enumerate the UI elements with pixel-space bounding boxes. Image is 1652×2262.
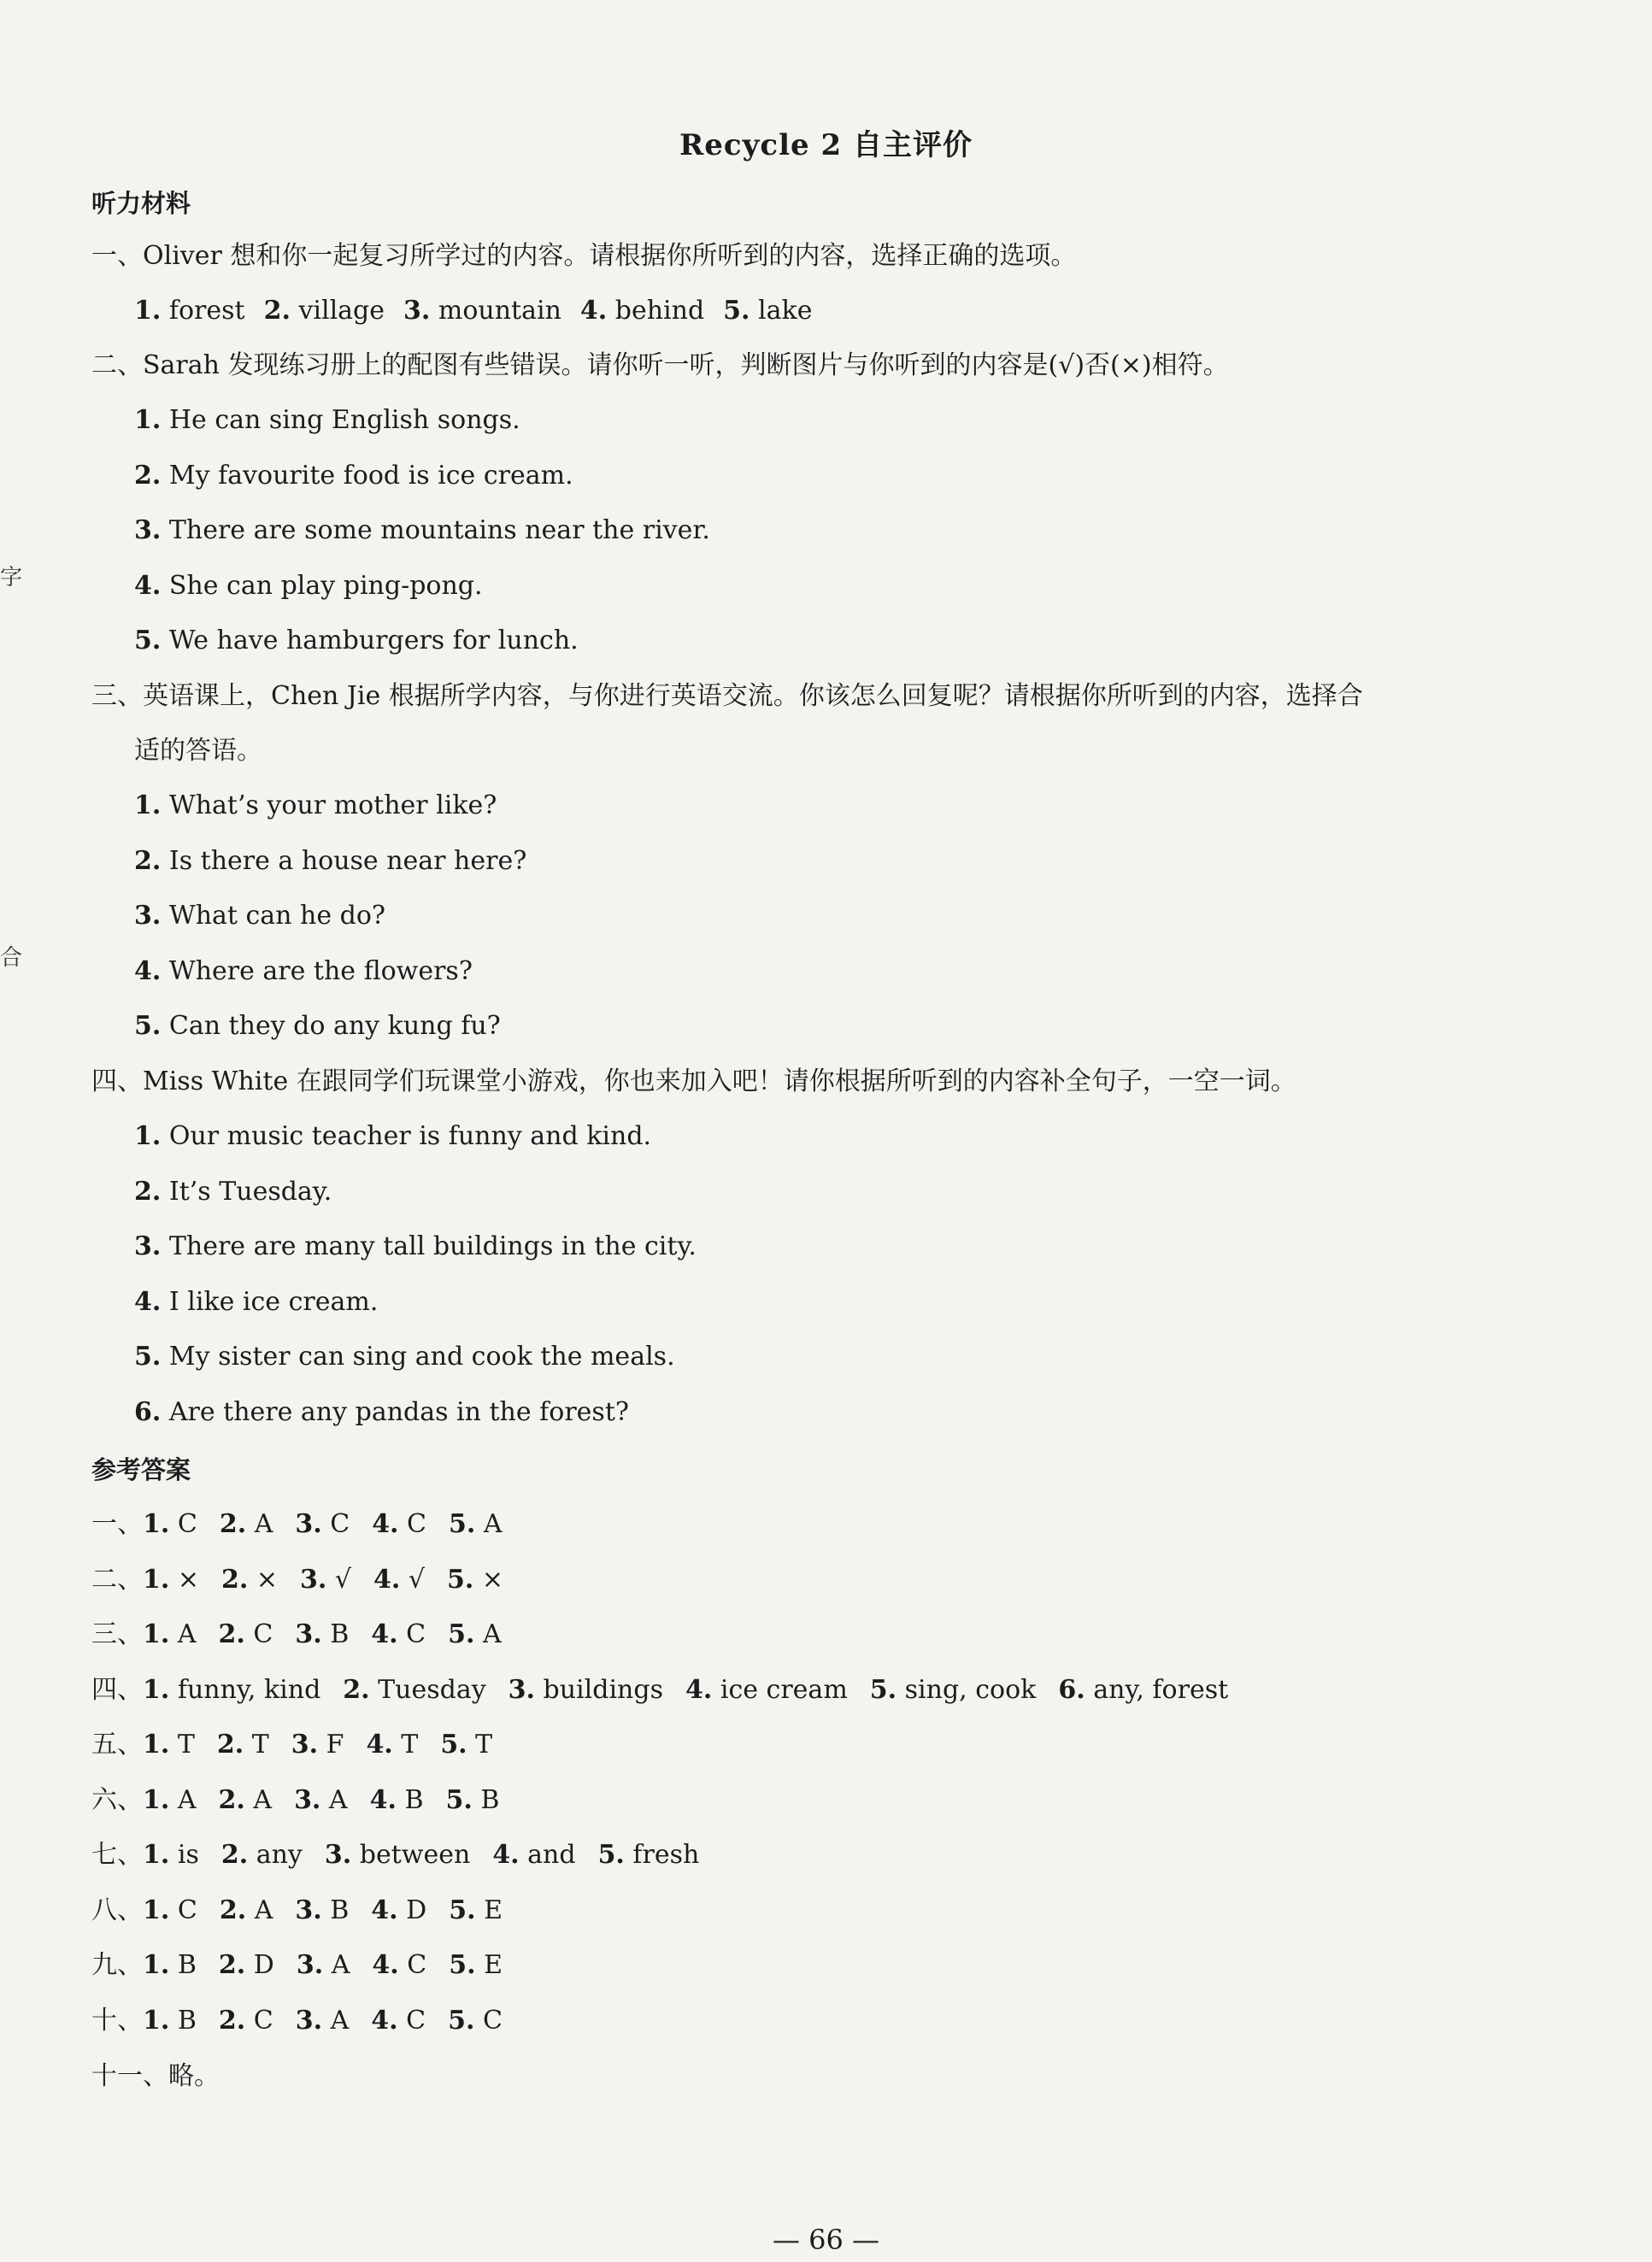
item-text: A	[246, 1509, 273, 1539]
item-text: E	[475, 1950, 503, 1980]
item-text: forest	[161, 296, 245, 326]
item-number: 5.	[134, 1342, 162, 1372]
item-text: C	[397, 1619, 426, 1649]
sentence	[134, 1231, 697, 1261]
item-number: 3.	[295, 1619, 322, 1649]
item-text: lake	[750, 296, 813, 326]
answer-item	[300, 1565, 351, 1595]
answer-item	[449, 1509, 503, 1539]
answer-item	[143, 1840, 199, 1870]
sentence	[134, 405, 520, 435]
item-text: A	[323, 1950, 350, 1980]
item-number: 2.	[218, 1950, 246, 1980]
item-number: 1.	[143, 1784, 170, 1815]
sentence	[134, 1177, 332, 1207]
answer-item	[448, 2006, 503, 2036]
question-item	[134, 955, 473, 989]
answer-item	[492, 1840, 575, 1870]
answer-item	[295, 1895, 349, 1925]
item-number: 2.	[218, 1784, 245, 1815]
item-number: 5.	[449, 1895, 476, 1925]
word-item	[264, 296, 385, 326]
item-text: √	[400, 1564, 425, 1595]
question-item	[134, 1340, 675, 1374]
item-number: 1.	[143, 2005, 170, 2036]
item-number: 1.	[143, 1674, 170, 1705]
item-number: 4.	[371, 1619, 398, 1649]
item-number: 2.	[216, 1730, 244, 1760]
item-text: ×	[169, 1564, 200, 1595]
item-number: 4.	[366, 1730, 393, 1760]
item-number: 3.	[294, 1784, 321, 1815]
question-item	[134, 624, 579, 658]
answer-item	[143, 1730, 195, 1760]
answers-heading: 参考答案	[91, 1455, 191, 1484]
item-text: I like ice cream.	[161, 1286, 379, 1317]
answer-item	[143, 1565, 199, 1595]
item-number: 4.	[134, 1286, 162, 1317]
item-text: T	[467, 1730, 493, 1760]
item-text: B	[396, 1784, 424, 1815]
item-text: C	[321, 1509, 350, 1539]
item-text: any, forest	[1085, 1674, 1229, 1705]
item-number: 2.	[263, 296, 291, 326]
sentence	[134, 461, 573, 491]
item-number: 5.	[448, 1619, 475, 1649]
item-number: 1.	[143, 1840, 170, 1870]
answer-item	[219, 2006, 273, 2036]
item-number: 2.	[218, 2005, 246, 2036]
item-text: A	[169, 1784, 197, 1815]
item-text: It’s Tuesday.	[161, 1176, 332, 1207]
item-text: T	[169, 1730, 195, 1760]
item-text: He can sing English songs.	[161, 405, 520, 435]
item-number: 3.	[295, 1509, 322, 1539]
item-text: B	[169, 2005, 197, 2036]
item-number: 5.	[597, 1840, 625, 1870]
item-number: 1.	[134, 405, 162, 435]
item-number: 4.	[134, 570, 162, 601]
answer-item	[143, 1785, 197, 1815]
item-number: 5.	[869, 1674, 897, 1705]
answer-item	[219, 1785, 273, 1815]
section3-instruction-line2: 适的答语。	[134, 736, 262, 766]
item-text: village	[290, 296, 385, 326]
answer-item	[325, 1840, 470, 1870]
item-number: 3.	[295, 1895, 322, 1925]
item-text: C	[169, 1509, 197, 1539]
answer-item	[870, 1675, 1037, 1705]
sentence	[134, 790, 497, 820]
item-number: 1.	[143, 1509, 170, 1539]
item-number: 3.	[134, 1231, 162, 1261]
item-number: 4.	[372, 1950, 399, 1980]
item-text: My sister can sing and cook the meals.	[161, 1342, 675, 1372]
question-item	[134, 1285, 378, 1319]
item-text: A	[320, 1784, 348, 1815]
sentence	[134, 1011, 501, 1041]
item-text: What can he do?	[161, 901, 386, 931]
item-text: Is there a house near here?	[161, 845, 527, 876]
section4-instruction: 四、Miss White 在跟同学们玩课堂小游戏，你也来加入吧！请你根据所听到的内容补全句子，一空一词。	[91, 1066, 1296, 1096]
question-item	[134, 1119, 651, 1154]
item-number: 3.	[134, 515, 162, 545]
item-text: Can they do any kung fu?	[161, 1011, 501, 1041]
answer-item	[449, 1950, 503, 1980]
answer-item	[297, 1950, 350, 1980]
item-number: 4.	[371, 2005, 398, 2036]
item-number: 5.	[445, 1784, 473, 1815]
answer-item	[370, 1785, 424, 1815]
answer-item	[440, 1730, 492, 1760]
item-text: behind	[607, 296, 705, 326]
sentence	[134, 1342, 675, 1372]
item-number: 3.	[296, 1950, 324, 1980]
item-number: 1.	[134, 296, 162, 326]
item-number: 3.	[300, 1564, 327, 1595]
page-number: — 66 —	[772, 2224, 880, 2256]
answer-item	[449, 1895, 503, 1925]
item-number: 5.	[723, 296, 750, 326]
sentence	[134, 626, 579, 655]
item-number: 3.	[291, 1730, 319, 1760]
page-title: Recycle 2 自主评价	[679, 128, 973, 162]
item-number: 2.	[219, 1509, 247, 1539]
answer-label: 七、	[91, 1840, 143, 1870]
item-number: 3.	[508, 1674, 535, 1705]
item-text: My favourite food is ice cream.	[161, 460, 573, 491]
item-text: There are many tall buildings in the city.	[161, 1231, 697, 1261]
item-number: 5.	[449, 1509, 476, 1539]
item-number: 4.	[492, 1840, 520, 1870]
item-number: 2.	[343, 1674, 370, 1705]
item-number: 5.	[440, 1730, 467, 1760]
item-text: fresh	[624, 1840, 700, 1870]
answer-item	[373, 1565, 425, 1595]
item-text: D	[245, 1950, 274, 1980]
answer-item	[291, 1730, 344, 1760]
item-text: A	[475, 1509, 503, 1539]
item-text: sing, cook	[897, 1674, 1037, 1705]
answer-row	[91, 1618, 502, 1652]
item-text: T	[244, 1730, 269, 1760]
item-number: 4.	[579, 296, 608, 326]
item-text: Our music teacher is funny and kind.	[161, 1121, 652, 1151]
answer-row	[91, 1948, 503, 1983]
answer-row	[91, 1894, 503, 1928]
item-text: D	[397, 1895, 427, 1925]
answer-item	[143, 1950, 197, 1980]
word-item	[134, 296, 245, 326]
answer-item	[220, 1895, 273, 1925]
item-number: 2.	[221, 1564, 249, 1595]
answer-row	[91, 1563, 503, 1597]
item-text: There are some mountains near the river.	[161, 515, 710, 545]
margin-fragment: 字	[0, 565, 23, 590]
item-text: between	[351, 1840, 471, 1870]
answer-item	[294, 1785, 348, 1815]
section1-instruction: 一、Oliver 想和你一起复习所学过的内容。请根据你所听到的内容，选择正确的选项。	[91, 241, 1077, 271]
answer-item	[371, 2006, 426, 2036]
sentence	[134, 846, 526, 876]
word-item	[403, 296, 561, 326]
sentence	[134, 1397, 629, 1427]
item-text: buildings	[535, 1674, 663, 1705]
answer-label: 一、	[91, 1509, 143, 1539]
item-text: ×	[248, 1564, 279, 1595]
item-text: B	[321, 1619, 350, 1649]
item-text: E	[475, 1895, 503, 1925]
answer-row	[91, 2004, 503, 2038]
item-text: B	[169, 1950, 197, 1980]
item-text: B	[321, 1895, 350, 1925]
item-text: Tuesday	[369, 1674, 486, 1705]
item-number: 5.	[447, 1564, 474, 1595]
item-text: √	[326, 1564, 352, 1595]
item-number: 5.	[448, 2005, 475, 2036]
item-text: A	[169, 1619, 197, 1649]
listening-heading: 听力材料	[91, 189, 191, 218]
word-item	[580, 296, 704, 326]
item-text: C	[169, 1895, 197, 1925]
section3-instruction-line1: 三、英语课上，Chen Jie 根据所学内容，与你进行英语交流。你该怎么回复呢？请根据你所听到的内容，选择合	[91, 681, 1363, 711]
sentence	[134, 956, 473, 986]
sentence	[134, 571, 483, 601]
answer-item	[219, 1950, 274, 1980]
answer-item	[1058, 1675, 1228, 1705]
item-number: 4.	[372, 1509, 399, 1539]
answer-item	[366, 1730, 418, 1760]
item-number: 2.	[134, 460, 162, 491]
answer-row	[91, 1838, 699, 1872]
item-text: A	[246, 1895, 273, 1925]
item-text: B	[472, 1784, 500, 1815]
item-number: 6.	[134, 1396, 162, 1427]
answer-label: 十、	[91, 2005, 143, 2036]
item-text: F	[318, 1730, 344, 1760]
answer-item	[219, 1619, 273, 1649]
answer-label: 五、	[91, 1730, 143, 1760]
answer-item	[448, 1619, 502, 1649]
answer-row	[91, 1783, 499, 1818]
answer-item	[371, 1895, 426, 1925]
item-text: and	[519, 1840, 576, 1870]
question-item	[134, 1395, 629, 1430]
question-item	[134, 459, 573, 493]
question-item	[134, 789, 497, 823]
answer-item	[509, 1675, 663, 1705]
answer-label: 九、	[91, 1950, 143, 1980]
question-item	[134, 1230, 697, 1264]
item-number: 1.	[134, 1121, 162, 1151]
answer-label: 六、	[91, 1784, 143, 1815]
question-item	[134, 844, 526, 878]
answer-row	[91, 1673, 1228, 1707]
answer-item	[221, 1565, 278, 1595]
question-item	[134, 569, 483, 603]
item-number: 2.	[220, 1840, 249, 1870]
answer-item	[295, 1509, 350, 1539]
sentence	[134, 1121, 651, 1151]
item-number: 4.	[134, 955, 162, 986]
item-text: We have hamburgers for lunch.	[161, 626, 579, 655]
answer-label: 二、	[91, 1564, 143, 1595]
answer-row	[91, 1507, 503, 1542]
answer-label: 四、	[91, 1674, 143, 1705]
item-text: C	[474, 2005, 503, 2036]
answer-item	[143, 1675, 320, 1705]
item-number: 1.	[143, 1564, 170, 1595]
item-number: 5.	[134, 1011, 162, 1041]
answer-item	[143, 1895, 197, 1925]
item-text: funny, kind	[169, 1674, 321, 1705]
answer-item	[296, 2006, 350, 2036]
item-text: ×	[473, 1564, 504, 1595]
item-number: 2.	[218, 1619, 245, 1649]
item-text: A	[244, 1784, 273, 1815]
item-text: C	[397, 2005, 426, 2036]
item-number: 3.	[295, 2005, 323, 2036]
item-number: 2.	[134, 1176, 162, 1207]
section2-instruction: 二、Sarah 发现练习册上的配图有些错误。请你听一听，判断图片与你听到的内容是(√)否(×)相符。	[91, 350, 1229, 380]
item-number: 3.	[134, 901, 162, 931]
item-number: 6.	[1058, 1674, 1085, 1705]
question-item	[134, 899, 385, 933]
answer-item	[447, 1565, 503, 1595]
question-item	[134, 1175, 332, 1209]
answer-item	[220, 1509, 273, 1539]
item-text: She can play ping-pong.	[161, 570, 483, 601]
section1-items	[134, 294, 831, 328]
item-number: 3.	[403, 296, 431, 326]
item-number: 4.	[685, 1674, 713, 1705]
item-text: What’s your mother like?	[161, 790, 497, 820]
answer-item	[217, 1730, 269, 1760]
margin-fragment: 合	[0, 945, 23, 971]
question-item	[134, 514, 710, 548]
answer-item	[343, 1675, 485, 1705]
item-number: 5.	[134, 626, 162, 655]
answer-item	[143, 2006, 197, 2036]
answer-item	[372, 1950, 426, 1980]
answer-last: 十一、略。	[91, 2061, 220, 2091]
item-text: T	[392, 1730, 419, 1760]
item-text: C	[398, 1950, 427, 1980]
item-number: 2.	[134, 845, 162, 876]
item-text: C	[244, 1619, 273, 1649]
item-number: 3.	[324, 1840, 352, 1870]
question-item	[134, 403, 520, 438]
item-text: A	[474, 1619, 502, 1649]
answer-item	[295, 1619, 349, 1649]
question-item	[134, 1009, 501, 1043]
answer-item	[685, 1675, 848, 1705]
answer-item	[598, 1840, 700, 1870]
answer-item	[371, 1619, 426, 1649]
item-number: 1.	[143, 1730, 170, 1760]
item-text: C	[245, 2005, 273, 2036]
word-item	[723, 296, 812, 326]
sentence	[134, 901, 385, 931]
answer-label: 八、	[91, 1895, 143, 1925]
sentence	[134, 1287, 378, 1317]
item-text: is	[169, 1840, 199, 1870]
answer-row	[91, 1728, 492, 1762]
item-text: Are there any pandas in the forest?	[161, 1396, 629, 1427]
item-number: 4.	[373, 1564, 401, 1595]
answer-item	[143, 1619, 197, 1649]
item-number: 1.	[134, 790, 162, 820]
answer-item	[446, 1785, 500, 1815]
item-number: 2.	[219, 1895, 247, 1925]
item-number: 1.	[143, 1619, 170, 1649]
answer-label: 三、	[91, 1619, 143, 1649]
item-text: any	[248, 1840, 303, 1870]
sentence	[134, 515, 710, 545]
item-text: Where are the flowers?	[161, 955, 473, 986]
item-number: 5.	[449, 1950, 476, 1980]
item-number: 1.	[143, 1950, 170, 1980]
item-number: 1.	[143, 1895, 170, 1925]
answer-item	[221, 1840, 303, 1870]
answer-item	[143, 1509, 197, 1539]
item-text: A	[322, 2005, 350, 2036]
item-number: 4.	[369, 1784, 397, 1815]
item-text: C	[398, 1509, 427, 1539]
item-number: 4.	[371, 1895, 398, 1925]
item-text: mountain	[430, 296, 561, 326]
answer-item	[372, 1509, 426, 1539]
item-text: ice cream	[712, 1674, 848, 1705]
